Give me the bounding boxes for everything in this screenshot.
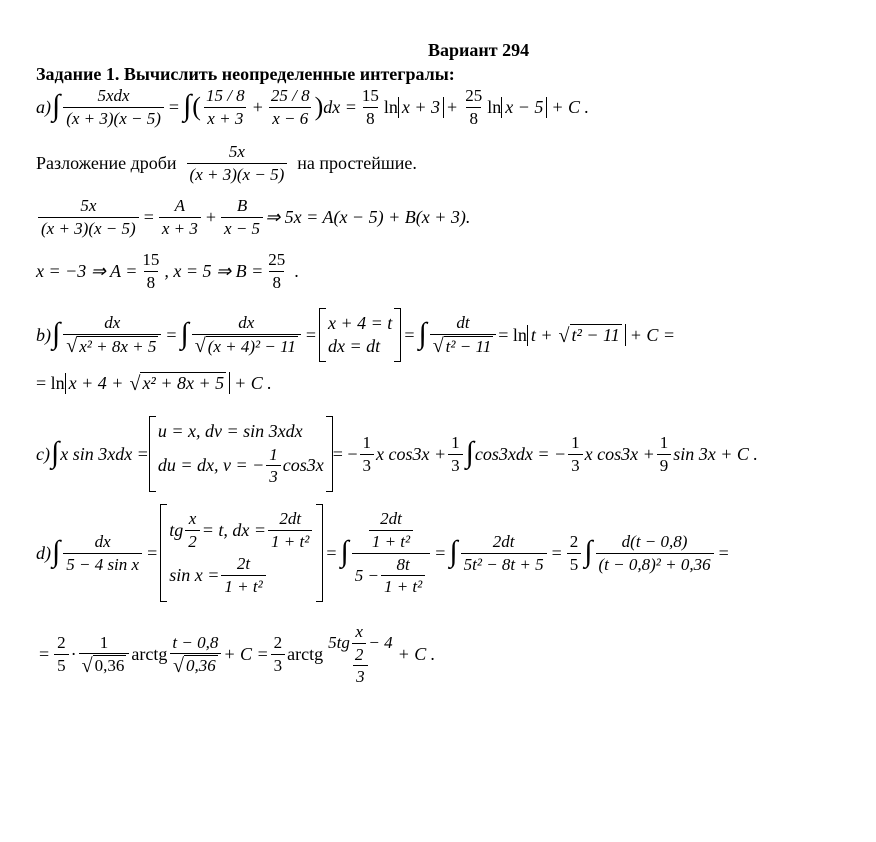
fraction: dx √ x² + 8x + 5 <box>63 313 161 357</box>
fraction: $\frac{dx}{\text{5 − 4 sin x}}$ <box>63 532 142 574</box>
decomposition-equation: $\frac{5x}{(x + 3)(x - 5)}$ = $\frac{A}{x + 3}$ + $\frac{B}{x - 5}$ ⇒ 5x = A(x − 5) + B(x + 3). <box>36 196 470 238</box>
fraction: $\frac{2dt}{\text{5t² − 8t + 5}}$ <box>461 532 547 574</box>
fraction: $\frac{25 / 8}{x - 6}$ <box>270 86 310 128</box>
parts-bracket: u = x, dv = sin 3xdx du = dx, v = − $\frac{1}{3}$ cos3x <box>149 416 333 492</box>
part-a: a) ∫ $\frac{\text{5xdx}}{(x + 3)(x - 5)}$ = ∫ ( $\frac{15 / 8}{x + 3}$ + $\frac{25 / 8}{x - 6}$ ) dx = $\frac{15}{8}$ ln x + 3 + $\frac{25}{8}$ ln x − 5 + C . <box>36 86 590 128</box>
fraction: $\frac{1}{3}$ <box>448 433 463 475</box>
fraction: $\frac{\text{5xdx}}{(x + 3)(x - 5)}$ <box>63 86 164 128</box>
task-heading: Задание 1. Вычислить неопределенные интегралы: <box>36 64 455 84</box>
part-b-line-2: = ln x + 4 + √ x² + 8x + 5 + C . <box>36 372 272 395</box>
substitution-bracket: tg $\frac{x}{2}$ = t, dx = $\frac{2dt}{\text{1 + t²}}$ sin x = $\frac{2t}{\text{1 + t²}}$ <box>160 504 323 602</box>
part-c: c) ∫ x sin 3xdx = u = x, dv = sin 3xdx du = dx, v = − $\frac{1}{3}$ cos3x = − $\frac{1}{3}$ x cos3x + $\frac{1}{3}$ ∫ cos3xdx = − $\frac{1}{3}$ x cos3x + $\frac{1}{9}$ sin 3x + C . <box>36 416 758 492</box>
fraction: 5tg $\frac{x}{2}$ − 4 3 <box>328 622 393 687</box>
fraction: $\frac{2}{5}$ <box>54 633 69 675</box>
part-c-label: c) <box>36 443 50 464</box>
fraction: 1 √ 0,36 <box>79 633 130 677</box>
fraction: $\frac{15}{8}$ <box>361 86 379 128</box>
fraction: $\frac{1}{3}$ <box>360 433 375 475</box>
fraction: dt √ t² − 11 <box>430 313 497 357</box>
fraction: $\frac{1}{3}$ <box>568 433 583 475</box>
fraction: $\frac{5x}{(x + 3)(x - 5)}$ <box>187 142 288 184</box>
decomposition-line: Разложение дроби $\frac{5x}{(x + 3)(x - 5)}$ на простейшие. <box>36 142 417 184</box>
variant-title: Вариант 294 <box>428 40 530 60</box>
fraction: $\frac{25}{8}$ <box>465 86 483 128</box>
coefficients-line: x = −3 ⇒ A = $\frac{15}{8}$ , x = 5 ⇒ B = $\frac{25}{8}$ . <box>36 250 299 292</box>
integral-sign: ∫ <box>52 89 61 123</box>
fraction: $\frac{2}{3}$ <box>271 633 286 675</box>
fraction: $\frac{B}{x - 5}$ <box>221 196 263 238</box>
part-b: b) ∫ dx √ x² + 8x + 5 = ∫ dx √ (x + 4)² − 11 = x + 4 = t dx = dt = ∫ dt √ t² − 11 = ln t + √ t² − 11 + C = <box>36 308 675 362</box>
fraction: $\frac{15}{8}$ <box>142 250 160 292</box>
fraction: $\frac{d(t - 0,8)}{\text{(t − 0,8)² + 0,36}}$ <box>596 532 714 574</box>
fraction: t − 0,8 √ 0,36 <box>169 633 221 677</box>
fraction: dx √ (x + 4)² − 11 <box>192 313 301 357</box>
part-d-label: d) <box>36 542 51 563</box>
part-d-line-2: = $\frac{2}{5}$ · 1 √ 0,36 arctg t − 0,8 √ 0,36 + C = $\frac{2}{3}$ arctg 5tg $\frac{x}{2}$ − 4 3 + C . <box>39 622 436 687</box>
fraction: $\frac{15 / 8}{x + 3}$ <box>205 86 245 128</box>
part-a-label: a) <box>36 96 51 117</box>
fraction: $\frac{25}{8}$ <box>268 250 286 292</box>
fraction: $\frac{A}{x + 3}$ <box>159 196 201 238</box>
fraction: $\frac{5x}{(x + 3)(x - 5)}$ <box>38 196 139 238</box>
part-d: d) ∫ $\frac{dx}{\text{5 − 4 sin x}}$ = tg $\frac{x}{2}$ = t, dx = $\frac{2dt}{\text{1 + t²}}$ sin x = $\frac{2t}{\text{1 + t²}}$ = ∫ $\frac{2dt}{\text{1 + t²}}$ 5 − $\frac{8t}{\text{1 + t²}}$ = ∫ $\frac{2dt}{\text{5t² − 8t + 5}}$ = $\frac{2}{5}$ ∫ $\frac{d(t - 0,8)}{\text{(t − 0,8)² + 0,36}}$ = <box>36 504 732 602</box>
fraction: $\frac{2}{5}$ <box>567 532 582 574</box>
fraction: $\frac{1}{9}$ <box>657 433 672 475</box>
part-b-label: b) <box>36 324 51 345</box>
fraction: $\frac{2dt}{\text{1 + t²}}$ 5 − $\frac{8t}{\text{1 + t²}}$ <box>352 509 431 596</box>
substitution-bracket: x + 4 = t dx = dt <box>319 308 401 362</box>
